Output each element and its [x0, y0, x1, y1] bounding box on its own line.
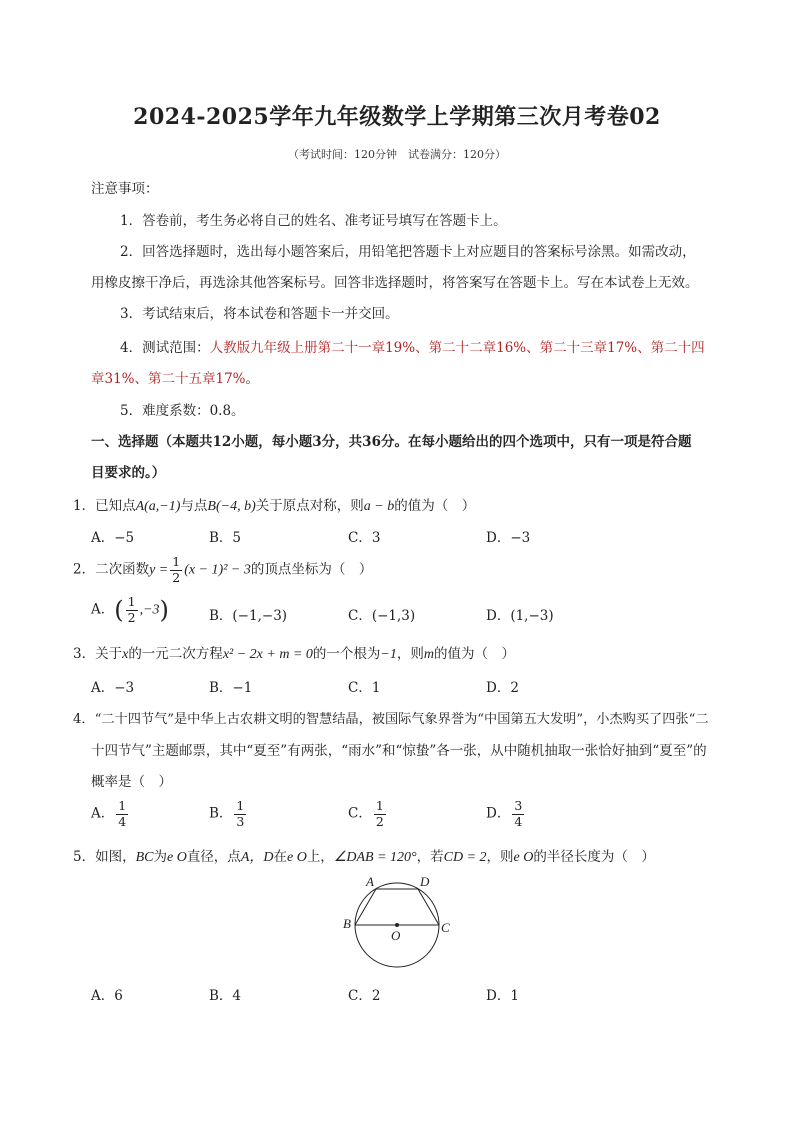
q3-option-d[interactable]: D．2 — [486, 680, 519, 696]
question-3 — [73, 642, 515, 663]
q3-text-4: ，则 — [396, 646, 424, 662]
q3-text-5: 的值为（ ） — [433, 646, 515, 662]
question-4-line-1: 4．“二十四节气”是中华上古农耕文明的智慧结晶，被国际气象界誉为“中国第五大发明”，小杰购买了四张“二 — [73, 712, 709, 727]
label-b: B — [343, 916, 351, 931]
section-heading-line-2: 目要求的。） — [91, 465, 166, 481]
q1-point-a: A(a,−1) — [135, 499, 181, 514]
test-scope: 人教版九年级上册第二十一章19%、第二十二章16%、第二十三章17%、第二十四 — [209, 340, 705, 356]
q2-option-d[interactable]: D．(1,−3) — [486, 608, 554, 624]
label-a: A — [366, 874, 374, 889]
q1-option-b[interactable]: B．5 — [209, 530, 242, 546]
question-5: 5．如图，BC为e O直径，点A，D在e O上，∠DAB = 120°，若CD = 2，则e O的半径长度为（ ） — [73, 849, 655, 865]
note-1: 1．答卷前，考生务必将自己的姓名、准考证号填写在答题卡上。 — [120, 213, 507, 229]
q3-option-b[interactable]: B．−1 — [209, 680, 253, 696]
q1-option-a[interactable]: A．−5 — [91, 530, 135, 546]
center-point — [395, 923, 399, 927]
q3-x: x — [122, 647, 129, 662]
question-4-line-3: 概率是（ ） — [91, 774, 172, 790]
question-2 — [73, 556, 372, 584]
question-5-number: 5． — [73, 849, 96, 865]
question-1 — [73, 494, 475, 515]
q5-option-c[interactable]: C．2 — [348, 988, 381, 1004]
q3-text-2: 的一元二次方程 — [128, 646, 223, 662]
q2-option-b[interactable]: B．(−1,−3) — [209, 608, 288, 624]
label-o: O — [391, 928, 401, 943]
q3-root: −1 — [380, 647, 397, 662]
q2-text-1: 二次函数 — [95, 561, 150, 578]
exam-subtitle: （考试时间：120分钟 试卷满分：120分） — [288, 148, 506, 161]
q4-option-a[interactable]: A． $\frac{1}{4}$ — [91, 798, 127, 829]
q3-m: m — [423, 647, 434, 662]
q1-option-c[interactable]: C．3 — [348, 530, 381, 546]
q2-expression: (x − 1)² − 3 — [184, 562, 251, 578]
q1-text-2: 与点 — [180, 498, 208, 514]
label-d: D — [420, 874, 430, 889]
circle-figure — [340, 872, 460, 984]
note-4-line-1 — [120, 336, 705, 356]
note-4-prefix: 4．测试范围： — [120, 340, 210, 356]
note-4-end: 。 — [245, 371, 260, 387]
question-1-number: 1． — [73, 498, 96, 514]
note-2-line-1: 2．回答选择题时，选出每小题答案后，用铅笔把答题卡上对应题目的答案标号涂黑。如需改动， — [120, 244, 696, 260]
q4-option-c[interactable]: C． $\frac{1}{2}$ — [348, 798, 384, 829]
label-c: C — [441, 920, 450, 935]
test-scope-cont: 章31%、第二十五章17% — [91, 371, 246, 387]
question-4-line-2: 十四节气”主题邮票，其中“夏至”有两张，“雨水”和“惊蛰”各一张，从中随机抽取一张恰好抽到“夏至”的 — [91, 743, 707, 759]
q3-equation: x² − 2x + m = 0 — [222, 647, 313, 662]
q2-fraction: $\frac{1}{2}$ — [172, 554, 181, 585]
q1-text-1: 已知点 — [95, 498, 136, 514]
q5-angle: ∠DAB = 120° — [333, 850, 417, 865]
q1-point-b: B(−4, b) — [207, 499, 256, 514]
q5-option-b[interactable]: B．4 — [209, 988, 242, 1004]
q3-option-c[interactable]: C．1 — [348, 680, 381, 696]
q5-cd: CD = 2 — [443, 850, 487, 865]
chord-dc — [418, 889, 439, 925]
q5-option-a[interactable]: A．6 — [91, 988, 123, 1004]
q2-option-c[interactable]: C．(−1,3) — [348, 608, 416, 624]
q5-option-d[interactable]: D．1 — [486, 988, 519, 1004]
note-4-line-2 — [91, 367, 259, 387]
q4-option-b[interactable]: B． $\frac{1}{3}$ — [209, 798, 245, 829]
chord-ab — [355, 889, 376, 925]
q2-text-2: 的顶点坐标为（ ） — [250, 561, 373, 578]
question-2-number: 2． — [73, 561, 96, 578]
q2-option-a[interactable]: A．( $\frac{1}{2}$ ,−3) — [91, 594, 169, 625]
q1-text-3: 关于原点对称，则 — [255, 498, 364, 514]
q1-option-d[interactable]: D．−3 — [486, 530, 531, 546]
q3-option-a[interactable]: A．−3 — [91, 680, 135, 696]
q4-option-d[interactable]: D． $\frac{3}{4}$ — [486, 798, 523, 829]
q3-text-1: 关于 — [95, 646, 123, 662]
note-2-line-2: 用橡皮擦干净后，再选涂其他答案标号。回答非选择题时，将答案写在答题卡上。写在本试卷上无效。 — [91, 275, 699, 291]
q1-expression: a − b — [363, 499, 395, 514]
q3-text-3: 的一个根为 — [312, 646, 381, 662]
question-3-number: 3． — [73, 646, 96, 662]
notes-heading: 注意事项： — [91, 181, 159, 197]
section-heading-line-1: 一、选择题（本题共12小题，每小题3分，共36分。在每小题给出的四个选项中，只有一项是符合题 — [91, 434, 692, 450]
q5-bc: BC — [135, 850, 154, 865]
q2-y: y = — [149, 562, 169, 578]
q1-text-4: 的值为（ ） — [394, 498, 476, 514]
page-title: 2024-2025学年九年级数学上学期第三次月考卷02 — [133, 104, 661, 130]
note-3: 3．考试结束后，将本试卷和答题卡一并交回。 — [120, 306, 399, 322]
note-5: 5．难度系数：0.8。 — [120, 403, 245, 419]
